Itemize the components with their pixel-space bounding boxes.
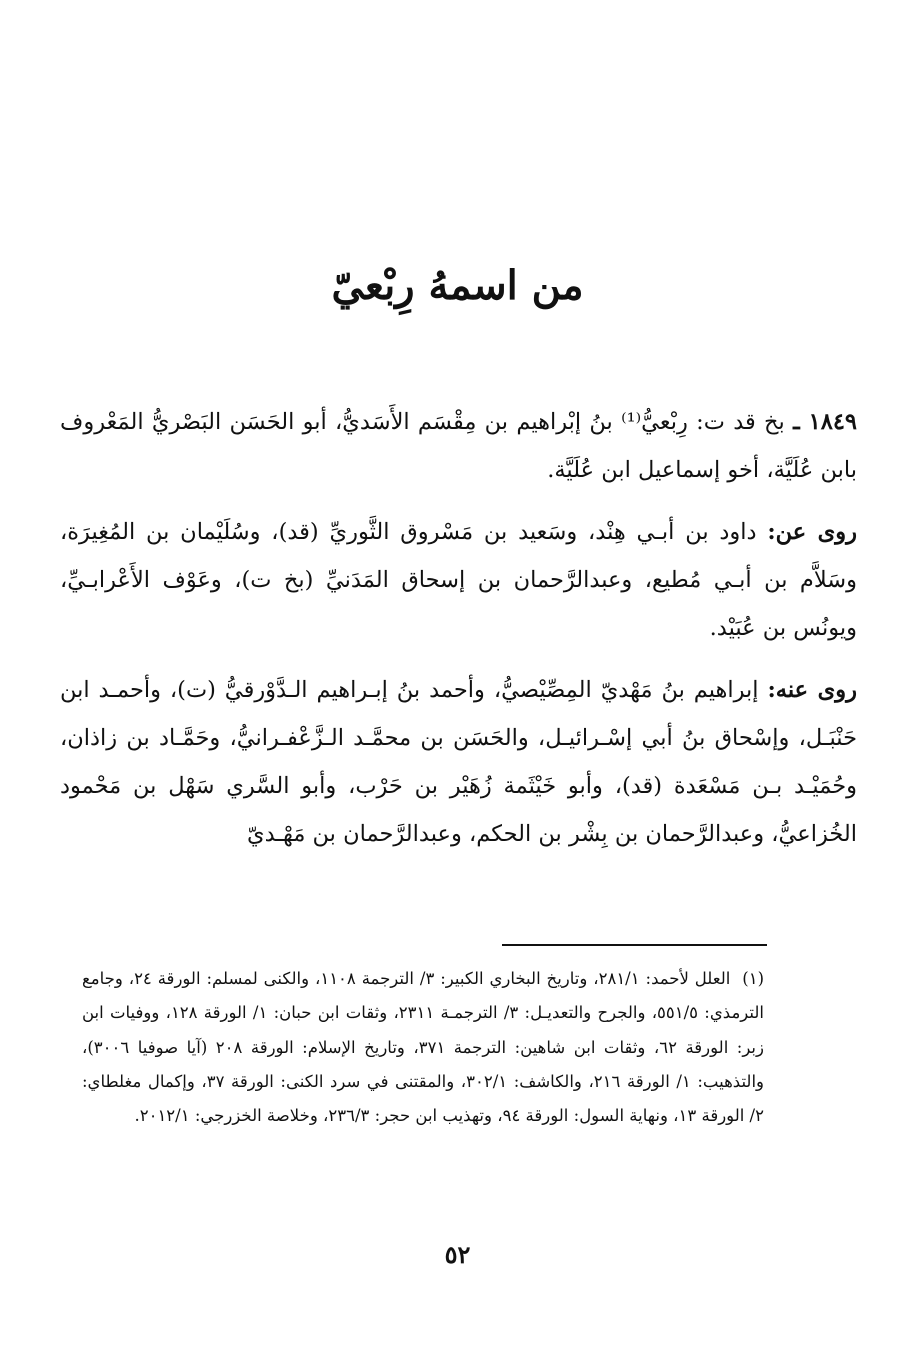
footnote-divider — [502, 944, 767, 946]
entry-number: ١٨٤٩ ـ — [793, 409, 857, 435]
students-text: إبراهيم بنُ مَهْديّ المِصِّيْصيُّ، وأحمد بنُ إبـراهيم الـدَّوْرقيُّ (ت)، وأحمـد ابن حَنْبَـل، وإسْحاق بنُ أبي إسْـرائيـل، والحَسَن بن محمَّـد الـزَّعْفـرانيُّ، وحَمَّـاد بن زاذان، وحُمَيْـد بـن مَسْعَدة (قد)، وأبو خَيْثَمة زُهَيْر بن حَرْب، وأبو السَّري سَهْل بن مَحْمود الخُزاعيُّ، وعبدالرَّحمان بن بِشْر بن الحكم، وعبدالرَّحمان بن مَهْـديّ — [60, 677, 857, 847]
students-label: روى عنه: — [767, 677, 858, 703]
footnote-text: العلل لأحمد: ٢٨١/١، وتاريخ البخاري الكبير: ٣/ الترجمة ١١٠٨، والكنى لمسلم: الورقة ٢٤، وجامع الترمذي: ٥٥١/٥، والجرح والتعديـل: ٣/ الترجمـة ٢٣١١، وثقات ابن حبان: ١/ الورقة ١٢٨، ووفيات ابن زبر: الورقة ٦٢، وثقات ابن شاهين: الترجمة ٣٧١، وتاريخ الإسلام: الورقة ٢٠٨ (آيا صوفيا ٣٠٠٦)، والتذهيب: ١/ الورقة ٢١٦، والكاشف: ٣٠٢/١، والمقتنى في سرد الكنى: الورقة ٣٧، وإكمال مغلطاي: ٢/ الورقة ١٣، ونهاية السول: الورقة ٩٤، وتهذيب ابن حجر: ٢٣٦/٣، وخلاصة الخزرجي: ٢٠١٢/١. — [82, 969, 765, 1126]
entry-paragraph — [60, 398, 857, 494]
section-title: من اسمهُ رِبْعيّ — [331, 262, 584, 309]
footnotes — [82, 962, 764, 1133]
page-number: ٥٢ — [444, 1240, 471, 1269]
students-paragraph — [60, 666, 857, 858]
entry-text: بخ قد ت: رِبْعيُّ⁽¹⁾ بنُ إبْراهيم بن مِقْسَم الأَسَديُّ، أبو الحَسَن البَصْريُّ المَعْروف بابن عُلَيَّة، أخو إسماعيل ابن عُلَيَّة. — [60, 409, 857, 483]
teachers-label: روى عن: — [767, 519, 857, 545]
teachers-text: داود بن أبـي هِنْد، وسَعيد بن مَسْروق الثَّوريِّ (قد)، وسُلَيْمان بن المُغِيرَة، وسَلاَّم بن أبـي مُطيع، وعبدالرَّحمان بن إسحاق المَدَنيِّ (بخ ت)، وعَوْف الأَعْرابـيِّ، ويونُس بن عُبَيْد. — [60, 519, 857, 641]
biography-entry — [60, 398, 857, 872]
footnote-mark: (١) — [742, 969, 765, 988]
teachers-paragraph — [60, 508, 857, 652]
